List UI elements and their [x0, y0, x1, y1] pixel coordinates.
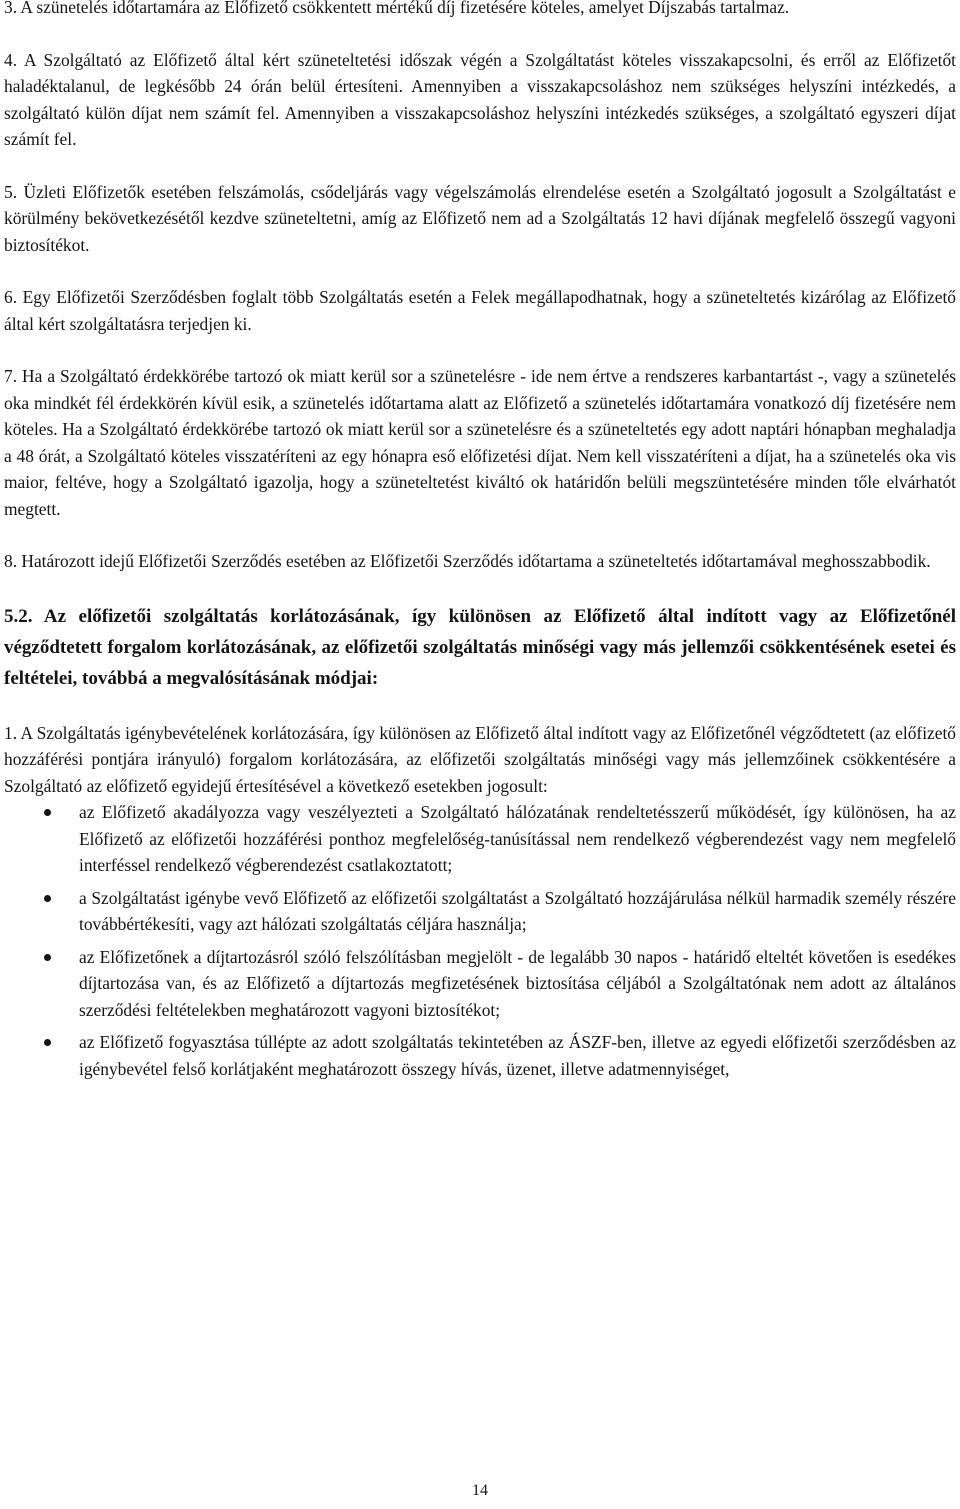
paragraph-6: 6. Egy Előfizetői Szerződésben foglalt több Szolgáltatás esetén a Felek megállapodhatnak, hogy a szüneteltetés kizárólag az Előfizető által kért szolgáltatásra terjedjen ki. — [4, 287, 956, 334]
paragraph-8: 8. Határozott idejű Előfizetői Szerződés esetében az Előfizetői Szerződés időtartama a szüneteltetés időtartamával meghosszabbodik. — [4, 551, 931, 571]
page-number: 14 — [472, 1482, 488, 1499]
list-item-text: az Előfizető fogyasztása túllépte az adott szolgáltatás tekintetében az ÁSZF-ben, illetve az egyedi előfizetői szerződésben az igénybevétel felső korlátjaként meghatározott összegy hívás, üzenet, illetve adatmennyiséget, — [79, 1032, 956, 1079]
section-intro: 1. A Szolgáltatás igénybevételének korlátozására, így különösen az Előfizető által indított vagy az Előfizetőnél végződtetett (az előfizető hozzáférési pontjára irányuló) forgalom korlátozására, az előfizetői szolgáltatás minőségi vagy más jellemzőinek csökkentésére a Szolgáltató az előfizető egyidejű értesítésével a következő esetekben jogosult: — [4, 722, 956, 796]
section-heading: 5.2. Az előfizetői szolgáltatás korlátozásának, így különösen az Előfizető által indított vagy az Előfizetőnél végződtetett forgalom korlátozásának, az előfizetői szolgáltatás minőségi vagy más jellemzői csökkentésének esetei és feltételei, továbbá a megvalósításának módjai: — [4, 605, 956, 689]
paragraph-3: 3. A szünetelés időtartamára az Előfizető csökkentett mértékű díj fizetésére köteles, amelyet Díjszabás tartalmaz. — [4, 0, 790, 17]
paragraph-4: 4. A Szolgáltató az Előfizető által kért szüneteltetési időszak végén a Szolgáltatást köteles visszakapcsolni, és erről az Előfizetőt haladéktalanul, de legkésőbb 24 órán belül értesíteni. Amennyiben a visszakapcsoláshoz nem szükséges helyszíni intézkedés, a szolgáltató külön díjat nem számít fel. Amennyiben a visszakapcsoláshoz helyszíni intézkedés szükséges, a szolgáltató egyszeri díjat számít fel. — [4, 49, 956, 149]
list-item-text: az Előfizető akadályozza vagy veszélyezteti a Szolgáltató hálózatának rendeltetésszerű működését, így különösen, ha az Előfizető az előfizetői hozzáférési ponthoz megfelelőség-tanúsítással nem rendelkező végberendezést vagy nem megfelelő interféssel rendelkező végberendezést csatlakoztatott; — [79, 802, 956, 875]
bullet-icon — [44, 954, 51, 961]
bullet-icon — [44, 809, 51, 816]
paragraph-7: 7. Ha a Szolgáltató érdekkörébe tartozó ok miatt kerül sor a szünetelésre - ide nem értve a rendszeres karbantartást -, vagy a szünetelés oka mindkét fél érdekkörén kívül esik, a szünetelés időtartama alatt az Előfizető a szünetelés időtartamára vonatkozó díj fizetésére nem köteles. Ha a Szolgáltató érdekkörébe tartozó ok miatt kerül sor a szünetelésre és a szüneteltetés egy adott naptári hónapban meghaladja a 48 órát, a Szolgáltató köteles visszatéríteni az egy hónapra eső előfizetési díjat. Nem kell visszatéríteni a díjat, ha a szünetelés oka vis maior, feltéve, hogy a Szolgáltató igazolja, hogy a szüneteltetést kiváltó ok határidőn belüli megszüntetésére minden tőle elvárhatót megtett. — [4, 366, 956, 519]
list-item — [4, 1029, 956, 1082]
list-item — [4, 885, 956, 938]
list-item — [4, 944, 956, 1024]
bullet-icon — [44, 895, 51, 902]
list-item-text: az Előfizetőnek a díjtartozásról szóló felszólításban megjelölt - de legalább 30 napos - határidő elteltét követően is esedékes díjtartozása van, és az Előfizető a díjtartozás megfizetésének biztosítása céljából a Szolgáltatónak nem adott az általános szerződési feltételekben meghatározott vagyoni biztosítékot; — [79, 946, 956, 1020]
list-item — [4, 799, 956, 879]
bullet-list — [4, 799, 956, 1082]
bullet-icon — [44, 1039, 51, 1046]
paragraph-5: 5. Üzleti Előfizetők esetében felszámolás, csődeljárás vagy végelszámolás elrendelése esetén a Szolgáltató jogosult a Szolgáltatást e körülmény bekövetkezésétől kezdve szüneteltetni, amíg az Előfizető nem ad a Szolgáltatás 12 havi díjának megfelelő összegű vagyoni biztosítékot. — [4, 181, 956, 255]
list-item-text: a Szolgáltatást igénybe vevő Előfizető az előfizetői szolgáltatást a Szolgáltató hozzájárulása nélkül harmadik személy részére továbbértékesíti, vagy azt hálózati szolgáltatás céljára használja; — [79, 887, 956, 934]
